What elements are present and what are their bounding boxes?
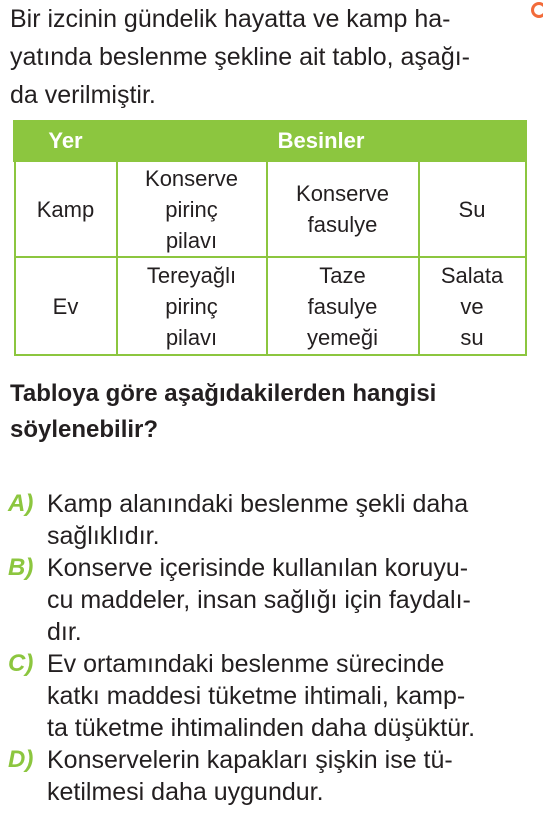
option-b[interactable] [8,552,538,648]
food-cell [267,257,419,355]
food-label: Salata ve su [440,262,504,350]
place-label: Ev [52,293,79,319]
option-text: Konserve içerisinde kullanılan koruyu- cu maddeler, insan sağlığı için faydalı- dır. [47,554,471,646]
question-intro-text: Bir izcinin gündelik hayatta ve kamp ha- yatında beslenme şekline ait tablo, aşağı- da verilmiştir. [10,5,470,109]
table-row-ev [15,257,526,355]
food-cell [117,161,267,258]
food-cell [419,161,526,258]
option-text: Ev ortamındaki beslenme sürecinde katkı maddesi tüketme ihtimali, kamp- ta tüketme ihtimalinden daha düşüktür. [47,650,476,742]
option-d[interactable] [8,744,538,808]
table-header-row [15,122,526,161]
food-table [13,120,527,356]
food-cell [117,257,267,355]
food-label: Konserve pirinç pilavı [145,165,238,253]
food-label: Konserve fasulye [296,181,389,237]
option-text: Konservelerin kapakları şişkin ise tü- ketilmesi daha uygundur. [47,746,453,806]
food-cell [419,257,526,355]
corner-circle-icon [531,2,543,18]
table-row-kamp [15,161,526,258]
question-stem: Tabloya göre aşağıdakilerden hangisi söylenebilir? [10,380,437,443]
place-label: Kamp [36,196,95,222]
header-besinler: Besinler [117,122,526,161]
option-a[interactable] [8,488,538,552]
option-c[interactable] [8,648,538,744]
header-yer: Yer [15,122,117,161]
option-letter: D) [8,746,34,773]
option-letter: B) [8,554,34,581]
food-label: Tereyağlı pirinç pilavı [146,262,237,350]
answer-options [8,488,538,808]
food-cell [267,161,419,258]
option-letter: C) [8,650,34,677]
option-letter: A) [8,490,34,517]
food-label: Su [458,196,486,222]
place-cell [15,257,117,355]
option-text: Kamp alanındaki beslenme şekli daha sağlıklıdır. [47,490,469,550]
place-cell [15,161,117,258]
food-label: Taze fasulye yemeği [307,262,378,350]
